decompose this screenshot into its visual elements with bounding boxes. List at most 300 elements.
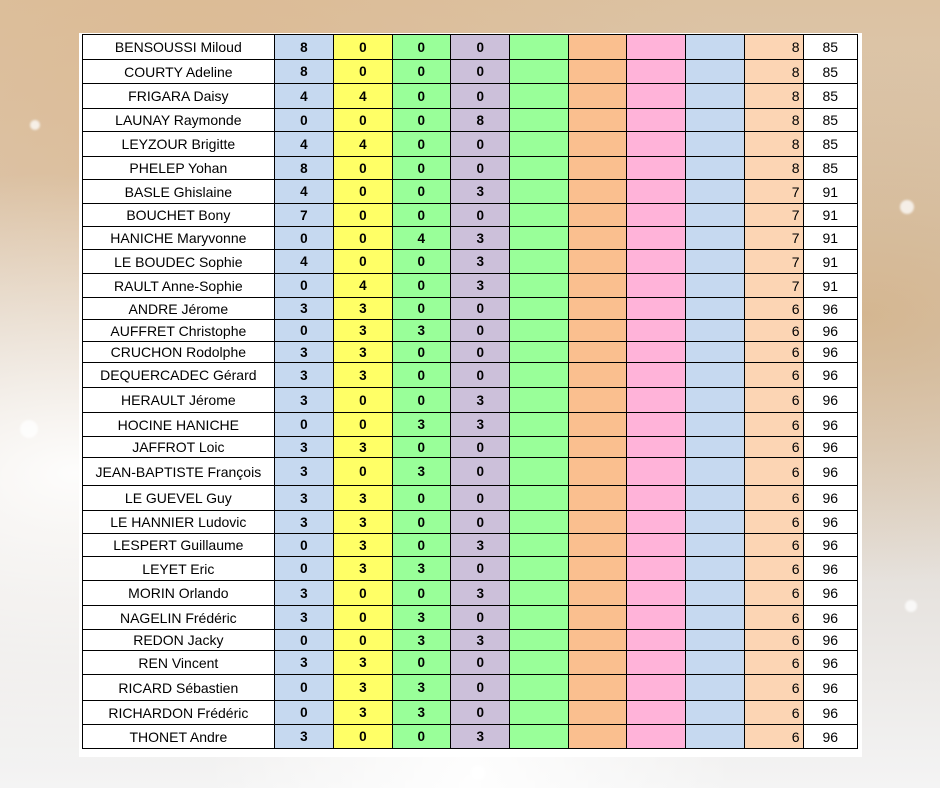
- score-cell-4: 0: [450, 342, 509, 363]
- score-cell-3: 0: [392, 298, 450, 320]
- rank: 96: [803, 557, 857, 581]
- empty-score-cell-6: [568, 581, 626, 606]
- table-row: [83, 250, 858, 274]
- rank: 91: [803, 274, 857, 298]
- score-cell-1: 3: [274, 581, 333, 606]
- score-cell-4: 0: [450, 157, 509, 180]
- empty-score-cell-5: [510, 363, 568, 388]
- score-cell-3: 0: [392, 581, 450, 606]
- empty-score-cell-7: [627, 606, 685, 630]
- total-points: 7: [745, 180, 803, 204]
- score-cell-2: 3: [334, 486, 392, 511]
- empty-score-cell-8: [685, 60, 744, 84]
- table-row: [83, 204, 858, 227]
- total-points: 6: [745, 581, 803, 606]
- empty-score-cell-6: [568, 675, 626, 701]
- empty-score-cell-7: [627, 511, 685, 534]
- score-cell-1: 3: [274, 486, 333, 511]
- empty-score-cell-6: [568, 180, 626, 204]
- score-cell-2: 0: [334, 581, 392, 606]
- total-points: 7: [745, 204, 803, 227]
- total-points: 8: [745, 35, 803, 60]
- score-cell-2: 0: [334, 606, 392, 630]
- empty-score-cell-8: [685, 227, 744, 250]
- empty-score-cell-8: [685, 35, 744, 60]
- empty-score-cell-6: [568, 35, 626, 60]
- score-cell-4: 0: [450, 35, 509, 60]
- score-cell-3: 0: [392, 132, 450, 157]
- table-row: [83, 298, 858, 320]
- score-cell-3: 3: [392, 320, 450, 342]
- total-points: 6: [745, 342, 803, 363]
- score-cell-1: 0: [274, 109, 333, 132]
- table-row: [83, 630, 858, 651]
- empty-score-cell-7: [627, 581, 685, 606]
- empty-score-cell-7: [627, 388, 685, 413]
- score-cell-4: 0: [450, 84, 509, 109]
- score-cell-4: 0: [450, 557, 509, 581]
- score-cell-2: 3: [334, 298, 392, 320]
- score-cell-1: 3: [274, 363, 333, 388]
- score-cell-2: 0: [334, 725, 392, 749]
- score-cell-3: 0: [392, 35, 450, 60]
- score-cell-2: 3: [334, 701, 392, 725]
- player-name: LAUNAY Raymonde: [83, 109, 275, 132]
- player-name: JAFFROT Loic: [83, 437, 275, 458]
- total-points: 6: [745, 606, 803, 630]
- player-name: CRUCHON Rodolphe: [83, 342, 275, 363]
- empty-score-cell-7: [627, 180, 685, 204]
- score-cell-1: 3: [274, 342, 333, 363]
- player-name: LE BOUDEC Sophie: [83, 250, 275, 274]
- empty-score-cell-6: [568, 342, 626, 363]
- score-cell-2: 4: [334, 84, 392, 109]
- standings-rows: [83, 35, 858, 749]
- rank: 91: [803, 204, 857, 227]
- table-row: [83, 35, 858, 60]
- score-cell-4: 8: [450, 109, 509, 132]
- score-cell-3: 3: [392, 557, 450, 581]
- background-sparkle: [900, 200, 914, 214]
- empty-score-cell-6: [568, 298, 626, 320]
- score-cell-2: 4: [334, 274, 392, 298]
- standings-table: [82, 34, 858, 749]
- empty-score-cell-8: [685, 606, 744, 630]
- empty-score-cell-6: [568, 606, 626, 630]
- score-cell-4: 3: [450, 274, 509, 298]
- rank: 96: [803, 534, 857, 557]
- score-cell-3: 0: [392, 651, 450, 675]
- empty-score-cell-6: [568, 250, 626, 274]
- empty-score-cell-5: [510, 250, 568, 274]
- empty-score-cell-8: [685, 581, 744, 606]
- empty-score-cell-6: [568, 84, 626, 109]
- score-cell-2: 0: [334, 157, 392, 180]
- score-cell-3: 3: [392, 413, 450, 437]
- score-cell-1: 3: [274, 437, 333, 458]
- empty-score-cell-6: [568, 486, 626, 511]
- total-points: 6: [745, 725, 803, 749]
- rank: 85: [803, 157, 857, 180]
- rank: 85: [803, 60, 857, 84]
- table-row: [83, 132, 858, 157]
- player-name: HOCINE HANICHE: [83, 413, 275, 437]
- empty-score-cell-7: [627, 35, 685, 60]
- player-name: HANICHE Maryvonne: [83, 227, 275, 250]
- empty-score-cell-7: [627, 109, 685, 132]
- score-cell-4: 3: [450, 630, 509, 651]
- background-sparkle: [470, 765, 486, 781]
- empty-score-cell-5: [510, 298, 568, 320]
- empty-score-cell-5: [510, 606, 568, 630]
- empty-score-cell-8: [685, 204, 744, 227]
- score-cell-2: 0: [334, 388, 392, 413]
- score-cell-4: 0: [450, 363, 509, 388]
- empty-score-cell-8: [685, 534, 744, 557]
- empty-score-cell-7: [627, 557, 685, 581]
- rank: 96: [803, 413, 857, 437]
- empty-score-cell-5: [510, 60, 568, 84]
- empty-score-cell-7: [627, 701, 685, 725]
- empty-score-cell-8: [685, 363, 744, 388]
- score-cell-3: 3: [392, 458, 450, 486]
- empty-score-cell-8: [685, 413, 744, 437]
- empty-score-cell-8: [685, 84, 744, 109]
- empty-score-cell-6: [568, 60, 626, 84]
- empty-score-cell-6: [568, 157, 626, 180]
- score-cell-4: 3: [450, 534, 509, 557]
- table-row: [83, 606, 858, 630]
- background-sparkle: [20, 420, 38, 438]
- score-cell-4: 0: [450, 675, 509, 701]
- empty-score-cell-6: [568, 725, 626, 749]
- total-points: 6: [745, 701, 803, 725]
- score-cell-4: 3: [450, 180, 509, 204]
- score-cell-2: 3: [334, 511, 392, 534]
- score-cell-2: 0: [334, 250, 392, 274]
- player-name: LE GUEVEL Guy: [83, 486, 275, 511]
- score-cell-2: 3: [334, 363, 392, 388]
- rank: 91: [803, 180, 857, 204]
- player-name: REN Vincent: [83, 651, 275, 675]
- empty-score-cell-7: [627, 157, 685, 180]
- score-cell-1: 8: [274, 35, 333, 60]
- score-cell-4: 0: [450, 651, 509, 675]
- total-points: 6: [745, 486, 803, 511]
- score-cell-1: 3: [274, 725, 333, 749]
- empty-score-cell-6: [568, 534, 626, 557]
- empty-score-cell-5: [510, 84, 568, 109]
- total-points: 7: [745, 227, 803, 250]
- score-cell-4: 0: [450, 60, 509, 84]
- score-cell-2: 3: [334, 534, 392, 557]
- score-cell-2: 0: [334, 180, 392, 204]
- table-row: [83, 109, 858, 132]
- score-cell-4: 3: [450, 388, 509, 413]
- table-row: [83, 701, 858, 725]
- score-cell-1: 0: [274, 701, 333, 725]
- player-name: LEYET Eric: [83, 557, 275, 581]
- player-name: RICARD Sébastien: [83, 675, 275, 701]
- total-points: 8: [745, 84, 803, 109]
- empty-score-cell-7: [627, 204, 685, 227]
- empty-score-cell-8: [685, 157, 744, 180]
- empty-score-cell-7: [627, 458, 685, 486]
- score-cell-3: 0: [392, 342, 450, 363]
- table-row: [83, 388, 858, 413]
- total-points: 8: [745, 109, 803, 132]
- empty-score-cell-8: [685, 458, 744, 486]
- score-cell-3: 3: [392, 606, 450, 630]
- total-points: 8: [745, 132, 803, 157]
- empty-score-cell-6: [568, 651, 626, 675]
- total-points: 6: [745, 413, 803, 437]
- score-cell-4: 0: [450, 458, 509, 486]
- score-cell-4: 3: [450, 725, 509, 749]
- empty-score-cell-7: [627, 342, 685, 363]
- table-row: [83, 413, 858, 437]
- table-row: [83, 363, 858, 388]
- empty-score-cell-8: [685, 486, 744, 511]
- empty-score-cell-8: [685, 342, 744, 363]
- empty-score-cell-8: [685, 320, 744, 342]
- table-row: [83, 725, 858, 749]
- score-cell-1: 0: [274, 227, 333, 250]
- player-name: FRIGARA Daisy: [83, 84, 275, 109]
- player-name: HERAULT Jérome: [83, 388, 275, 413]
- score-cell-4: 3: [450, 227, 509, 250]
- table-row: [83, 534, 858, 557]
- rank: 85: [803, 109, 857, 132]
- empty-score-cell-6: [568, 320, 626, 342]
- empty-score-cell-8: [685, 298, 744, 320]
- empty-score-cell-6: [568, 363, 626, 388]
- score-cell-3: 0: [392, 725, 450, 749]
- score-cell-1: 0: [274, 675, 333, 701]
- rank: 96: [803, 458, 857, 486]
- empty-score-cell-5: [510, 204, 568, 227]
- score-cell-3: 3: [392, 630, 450, 651]
- total-points: 8: [745, 157, 803, 180]
- table-row: [83, 84, 858, 109]
- empty-score-cell-8: [685, 630, 744, 651]
- empty-score-cell-8: [685, 675, 744, 701]
- score-cell-4: 0: [450, 204, 509, 227]
- score-cell-1: 7: [274, 204, 333, 227]
- score-cell-3: 0: [392, 437, 450, 458]
- total-points: 6: [745, 557, 803, 581]
- score-cell-2: 4: [334, 132, 392, 157]
- table-row: [83, 675, 858, 701]
- score-cell-2: 3: [334, 651, 392, 675]
- empty-score-cell-5: [510, 388, 568, 413]
- empty-score-cell-5: [510, 132, 568, 157]
- score-cell-3: 4: [392, 227, 450, 250]
- total-points: 6: [745, 630, 803, 651]
- empty-score-cell-7: [627, 250, 685, 274]
- player-name: BENSOUSSI Miloud: [83, 35, 275, 60]
- rank: 96: [803, 342, 857, 363]
- score-cell-1: 4: [274, 132, 333, 157]
- empty-score-cell-7: [627, 60, 685, 84]
- score-cell-1: 3: [274, 606, 333, 630]
- empty-score-cell-5: [510, 486, 568, 511]
- score-cell-2: 3: [334, 320, 392, 342]
- player-name: LESPERT Guillaume: [83, 534, 275, 557]
- player-name: MORIN Orlando: [83, 581, 275, 606]
- rank: 96: [803, 651, 857, 675]
- table-row: [83, 227, 858, 250]
- empty-score-cell-8: [685, 725, 744, 749]
- empty-score-cell-5: [510, 437, 568, 458]
- rank: 96: [803, 363, 857, 388]
- score-cell-1: 0: [274, 534, 333, 557]
- player-name: NAGELIN Frédéric: [83, 606, 275, 630]
- rank: 96: [803, 581, 857, 606]
- empty-score-cell-5: [510, 157, 568, 180]
- score-cell-2: 0: [334, 60, 392, 84]
- empty-score-cell-8: [685, 557, 744, 581]
- player-name: ANDRE Jérome: [83, 298, 275, 320]
- empty-score-cell-5: [510, 342, 568, 363]
- score-cell-3: 0: [392, 486, 450, 511]
- table-row: [83, 458, 858, 486]
- empty-score-cell-6: [568, 511, 626, 534]
- table-row: [83, 320, 858, 342]
- player-name: PHELEP Yohan: [83, 157, 275, 180]
- score-cell-4: 0: [450, 437, 509, 458]
- score-cell-3: 0: [392, 180, 450, 204]
- empty-score-cell-5: [510, 651, 568, 675]
- empty-score-cell-7: [627, 320, 685, 342]
- rank: 96: [803, 725, 857, 749]
- empty-score-cell-5: [510, 630, 568, 651]
- background-sparkle: [30, 120, 40, 130]
- score-cell-1: 4: [274, 84, 333, 109]
- empty-score-cell-6: [568, 557, 626, 581]
- score-cell-1: 4: [274, 180, 333, 204]
- score-cell-1: 8: [274, 60, 333, 84]
- rank: 96: [803, 606, 857, 630]
- score-cell-2: 0: [334, 109, 392, 132]
- empty-score-cell-5: [510, 534, 568, 557]
- score-cell-3: 0: [392, 363, 450, 388]
- empty-score-cell-5: [510, 458, 568, 486]
- empty-score-cell-8: [685, 388, 744, 413]
- score-cell-2: 0: [334, 413, 392, 437]
- table-row: [83, 180, 858, 204]
- player-name: LEYZOUR Brigitte: [83, 132, 275, 157]
- empty-score-cell-7: [627, 534, 685, 557]
- score-cell-4: 3: [450, 250, 509, 274]
- rank: 96: [803, 388, 857, 413]
- total-points: 8: [745, 60, 803, 84]
- score-cell-1: 4: [274, 250, 333, 274]
- table-row: [83, 60, 858, 84]
- empty-score-cell-7: [627, 84, 685, 109]
- empty-score-cell-5: [510, 725, 568, 749]
- score-cell-3: 0: [392, 60, 450, 84]
- score-cell-3: 3: [392, 701, 450, 725]
- score-cell-4: 3: [450, 581, 509, 606]
- empty-score-cell-7: [627, 651, 685, 675]
- empty-score-cell-6: [568, 413, 626, 437]
- empty-score-cell-6: [568, 274, 626, 298]
- empty-score-cell-6: [568, 630, 626, 651]
- total-points: 6: [745, 651, 803, 675]
- empty-score-cell-6: [568, 458, 626, 486]
- player-name: BOUCHET Bony: [83, 204, 275, 227]
- score-cell-3: 0: [392, 250, 450, 274]
- score-cell-2: 3: [334, 675, 392, 701]
- score-cell-2: 0: [334, 227, 392, 250]
- rank: 96: [803, 437, 857, 458]
- score-cell-2: 3: [334, 557, 392, 581]
- empty-score-cell-5: [510, 227, 568, 250]
- score-cell-4: 0: [450, 298, 509, 320]
- total-points: 6: [745, 458, 803, 486]
- score-cell-4: 0: [450, 132, 509, 157]
- rank: 85: [803, 35, 857, 60]
- table-row: [83, 437, 858, 458]
- score-cell-4: 0: [450, 486, 509, 511]
- score-cell-1: 3: [274, 388, 333, 413]
- score-cell-2: 0: [334, 458, 392, 486]
- player-name: COURTY Adeline: [83, 60, 275, 84]
- empty-score-cell-7: [627, 227, 685, 250]
- score-cell-1: 0: [274, 413, 333, 437]
- empty-score-cell-8: [685, 250, 744, 274]
- empty-score-cell-5: [510, 320, 568, 342]
- empty-score-cell-5: [510, 511, 568, 534]
- total-points: 6: [745, 298, 803, 320]
- empty-score-cell-7: [627, 274, 685, 298]
- score-cell-1: 0: [274, 630, 333, 651]
- score-cell-3: 0: [392, 274, 450, 298]
- empty-score-cell-8: [685, 437, 744, 458]
- score-cell-4: 0: [450, 511, 509, 534]
- score-cell-2: 3: [334, 342, 392, 363]
- player-name: REDON Jacky: [83, 630, 275, 651]
- empty-score-cell-7: [627, 486, 685, 511]
- table-row: [83, 651, 858, 675]
- rank: 96: [803, 298, 857, 320]
- score-cell-3: 0: [392, 204, 450, 227]
- rank: 85: [803, 132, 857, 157]
- score-cell-1: 0: [274, 557, 333, 581]
- score-cell-4: 0: [450, 701, 509, 725]
- score-cell-3: 0: [392, 157, 450, 180]
- empty-score-cell-6: [568, 437, 626, 458]
- table-row: [83, 581, 858, 606]
- rank: 96: [803, 486, 857, 511]
- table-row: [83, 274, 858, 298]
- empty-score-cell-7: [627, 675, 685, 701]
- empty-score-cell-7: [627, 437, 685, 458]
- empty-score-cell-7: [627, 363, 685, 388]
- total-points: 6: [745, 363, 803, 388]
- total-points: 6: [745, 511, 803, 534]
- empty-score-cell-6: [568, 227, 626, 250]
- player-name: RICHARDON Frédéric: [83, 701, 275, 725]
- total-points: 6: [745, 675, 803, 701]
- score-cell-3: 0: [392, 534, 450, 557]
- score-cell-3: 0: [392, 84, 450, 109]
- empty-score-cell-8: [685, 132, 744, 157]
- total-points: 6: [745, 437, 803, 458]
- score-cell-4: 3: [450, 413, 509, 437]
- score-cell-1: 3: [274, 298, 333, 320]
